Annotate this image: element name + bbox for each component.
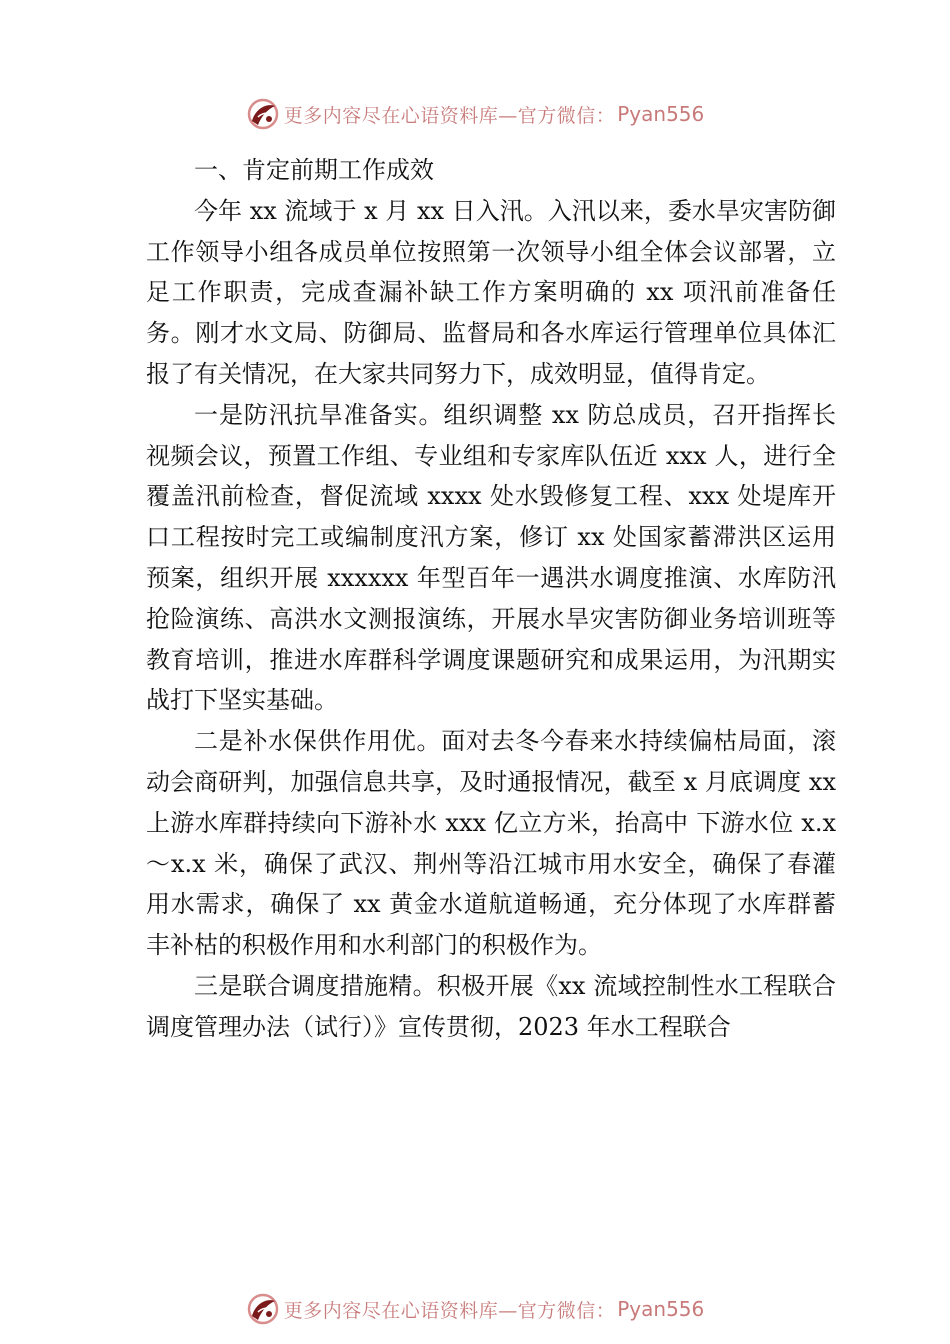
header-watermark (0, 94, 950, 134)
brand-logo-icon (246, 97, 280, 131)
watermark-text: 更多内容尽在心语资料库—官方微信： (283, 104, 616, 127)
footer-watermark (0, 1289, 950, 1329)
document-body (146, 150, 836, 1048)
paragraph: 一是防汛抗旱准备实。组织调整 xx 防总成员，召开指挥长视频会议，预置工作组、专业组和专家库队伍近 xxx 人，进行全覆盖汛前检查，督促流域 xxxx 处水毁修复工程、xxx 处堤库开口工程按时完工或编制度汛方案，修订 xx 处国家蓄滞洪区运用预案，组织开展 xxxxxx 年型百年一遇洪水调度推演、水库防汛抢险演练、高洪水文测报演练，开展水旱灾害防御业务培训班等教育培训，推进水库群科学调度课题研究和成果运用，为汛期实战打下坚实基础。 (146, 400, 836, 715)
paragraph: 今年 xx 流域于 x 月 xx 日入汛。入汛以来，委水旱灾害防御工作领导小组各成员单位按照第一次领导小组全体会议部署，立足工作职责，完成查漏补缺工作方案明确的 xx 项汛前准备任务。刚才水文局、防御局、监督局和各水库运行管理单位具体汇报了有关情况，在大家共同努力下，成效明显，值得肯定。 (146, 196, 836, 388)
paragraph: 二是补水保供作用优。面对去冬今春来水持续偏枯局面，滚动会商研判，加强信息共享，及时通报情况，截至 x 月底调度 xx 上游水库群持续向下游补水 xxx 亿立方米，抬高中 下游水位 x.x～x.x 米，确保了武汉、荆州等沿江城市用水安全，确保了春灌用水需求，确保了 xx 黄金水道航道畅通，充分体现了水库群蓄丰补枯的积极作用和水利部门的积极作为。 (146, 727, 836, 960)
watermark-id: Pyan556 (617, 102, 705, 126)
watermark-text: 更多内容尽在心语资料库—官方微信： (283, 1299, 616, 1322)
section-heading: 一、肯定前期工作成效 (194, 156, 434, 184)
watermark-id: Pyan556 (617, 1297, 705, 1321)
brand-logo-icon (246, 1292, 280, 1326)
paragraph: 三是联合调度措施精。积极开展《xx 流域控制性水工程联合调度管理办法（试行）》宣传贯彻，2023 年水工程联合 (146, 971, 836, 1041)
